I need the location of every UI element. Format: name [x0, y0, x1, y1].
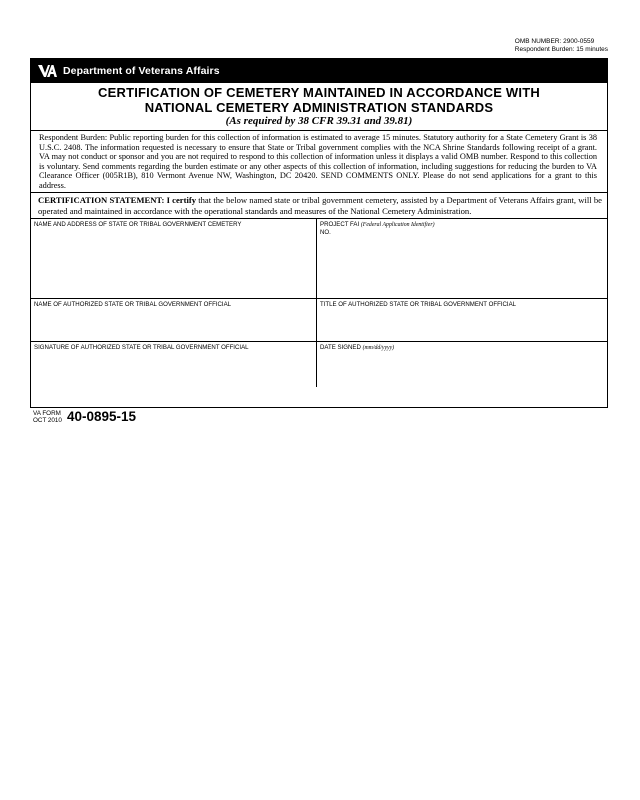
form-footer: [33, 410, 136, 424]
project-fai-label: PROJECT FAI: [320, 220, 360, 228]
title-line-2: NATIONAL CEMETERY ADMINISTRATION STANDARDS: [144, 99, 494, 115]
signature-label: SIGNATURE OF AUTHORIZED STATE OR TRIBAL GOVERNMENT OFFICIAL: [34, 343, 249, 351]
statement-text: that the below named state or tribal government cemetery, assisted by a Department of Veterans Affairs grant, will be operated and maintained in accordance with the operational standards and measures of the National Cemetery Administration.: [38, 194, 602, 216]
form-title: [31, 83, 607, 131]
respondent-burden-time: Respondent Burden: 15 minutes: [514, 46, 608, 53]
date-format-note: (mm/dd/yyyy): [362, 344, 395, 351]
signature-field[interactable]: [31, 342, 317, 387]
omb-number: OMB NUMBER: 2900-0559: [514, 38, 595, 45]
certification-form: [30, 58, 608, 408]
project-fai-note: (Federal Application Identifier): [360, 221, 435, 228]
project-no-label: NO.: [320, 228, 331, 236]
department-name: Department of Veterans Affairs: [63, 65, 220, 77]
form-edition: [33, 410, 62, 424]
va-logo-icon: [37, 63, 57, 79]
omb-info: [515, 38, 608, 54]
statement-lead: CERTIFICATION STATEMENT: I certify: [38, 194, 197, 205]
form-subtitle: (As required by 38 CFR 39.31 and 39.81): [225, 115, 413, 127]
field-row-2: [31, 299, 607, 342]
form-fields: [31, 219, 607, 387]
title-line-1: CERTIFICATION OF CEMETERY MAINTAINED IN ACCORDANCE WITH: [98, 85, 540, 100]
official-title-field[interactable]: [317, 299, 607, 341]
date-signed-field[interactable]: [317, 342, 607, 387]
cemetery-name-address-field[interactable]: [31, 219, 317, 298]
official-title-label: TITLE OF AUTHORIZED STATE OR TRIBAL GOVERNMENT OFFICIAL: [320, 300, 517, 308]
official-name-label: NAME OF AUTHORIZED STATE OR TRIBAL GOVERNMENT OFFICIAL: [34, 300, 232, 308]
department-header: [31, 59, 607, 83]
form-number: 40-0895-15: [66, 409, 136, 424]
va-form-label: VA FORM: [33, 410, 61, 417]
date-signed-label: DATE SIGNED: [320, 343, 361, 351]
form-date: OCT 2010: [33, 417, 62, 424]
cemetery-name-address-label: NAME AND ADDRESS OF STATE OR TRIBAL GOVERNMENT CEMETERY: [34, 220, 242, 228]
project-fai-field[interactable]: [317, 219, 607, 298]
certification-statement: [31, 193, 607, 219]
field-row-3: [31, 342, 607, 387]
official-name-field[interactable]: [31, 299, 317, 341]
field-row-1: [31, 219, 607, 299]
respondent-burden-text: Respondent Burden: Public reporting burden for this collection of information is estimated to average 15 minutes. Statutory authority for a State Cemetery Grant is 38 U.S.C. 2408. The information requested is necessary to ensure that State or Tribal government complies with the NCA Shrine Standards following receipt of a grant. VA may not conduct or sponsor and you are not required to respond to this collection of information unless it displays a valid OMB number. Respond to this collection is voluntary. Send comments regarding the burden estimate or any other aspects of this collection of information, including suggestions for reducing the burden to VA Clearance Officer (005R1B), 810 Vermont Avenue NW, Washington, DC 20420. SEND COMMENTS ONLY. Please do not send applications for a grant to this address.: [31, 131, 607, 193]
